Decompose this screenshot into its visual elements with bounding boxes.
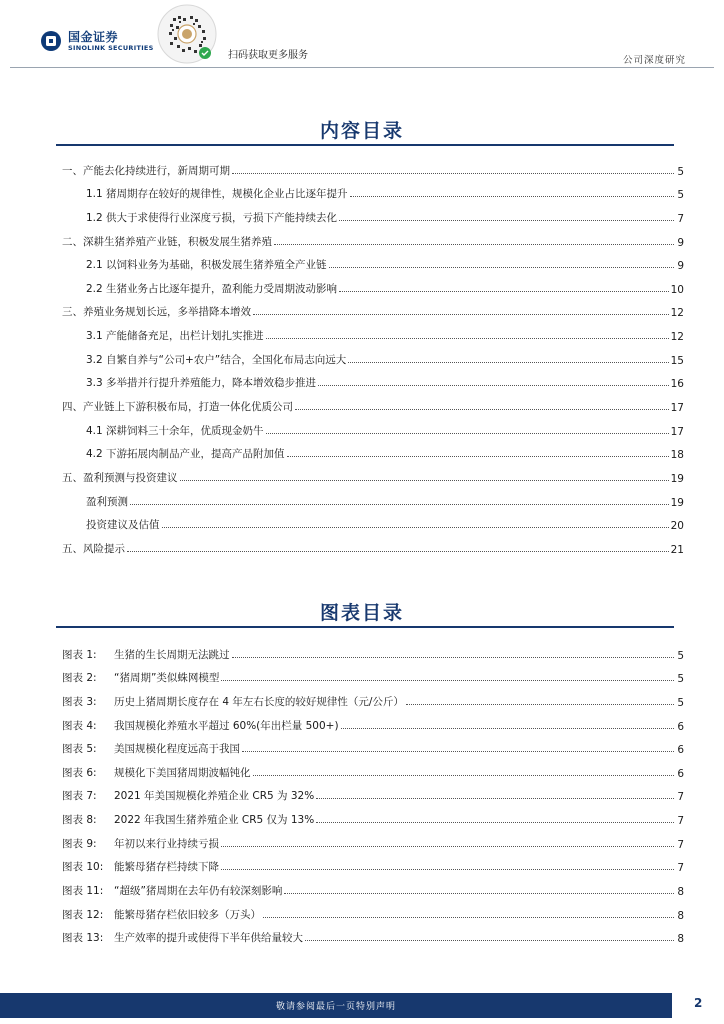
dot-leader: [253, 763, 675, 776]
figure-entry[interactable]: [62, 780, 684, 804]
toc-entry-page: 19: [670, 496, 684, 509]
figure-entry-title: 美国规模化程度远高于我国: [114, 743, 240, 756]
dot-leader: [253, 302, 669, 315]
figure-entry-label: 图表 1:: [62, 648, 97, 661]
disclaimer-note: 敬请参阅最后一页特别声明: [275, 1002, 396, 1012]
scan-prompt-text: 扫码获取更多服务: [228, 50, 308, 61]
toc-entry-text: 3.1 产能储备充足，出栏计划扎实推进: [86, 330, 264, 343]
dot-leader: [221, 834, 674, 847]
figure-entry-title: 2021 年美国规模化养殖企业 CR5 为 32%: [114, 790, 315, 803]
dot-leader: [263, 905, 674, 918]
figure-entry[interactable]: [62, 827, 684, 851]
toc-entry-page: 17: [670, 402, 684, 415]
dot-leader: [295, 397, 669, 410]
figure-entry-text: [62, 718, 339, 733]
toc-entry-page: 7: [677, 838, 684, 851]
dot-leader: [316, 786, 674, 799]
toc-entry-page: 12: [670, 307, 684, 320]
figure-entry-title: “超级”猪周期在去年仍有较深刻影响: [114, 885, 283, 898]
figure-entry-title: 生产效率的提升或使得下半年供给量较大: [114, 932, 303, 945]
brand-name-cn: 国金证券: [68, 30, 119, 44]
toc-entry-page: 7: [677, 212, 684, 225]
figure-entry-label: 图表 8:: [62, 814, 97, 827]
figure-entry-text: [62, 647, 230, 662]
figure-entry-title: 规模化下美国猪周期波幅钝化: [114, 766, 251, 779]
figure-entry-title: 能繁母猪存栏持续下降: [114, 861, 219, 874]
figure-entry[interactable]: [62, 874, 684, 898]
toc-subsection-entry[interactable]: [62, 272, 684, 296]
toc-entry-text: 盈利预测: [86, 495, 128, 508]
dot-leader: [232, 645, 675, 658]
dot-leader: [329, 255, 674, 268]
toc-entry-page: 21: [670, 543, 684, 556]
toc-entry-text: 投资建议及估值: [86, 519, 160, 532]
figure-entry-text: [62, 883, 282, 898]
toc-entry-page: 12: [670, 331, 684, 344]
figure-entry-text: [62, 812, 314, 827]
figure-entry-title: 历史上猪周期长度存在 4 年左右长度的较好规律性（元/公斤）: [114, 695, 404, 708]
page-footer: [0, 993, 724, 1024]
figure-entry-text: [62, 836, 219, 851]
page-number: 2: [694, 996, 703, 1010]
figure-entry-label: 图表 12:: [62, 908, 104, 921]
toc-subsection-entry[interactable]: [62, 485, 684, 509]
dot-leader: [406, 692, 674, 705]
toc-entry-page: 10: [670, 283, 684, 296]
figure-entry-label: 图表 6:: [62, 766, 97, 779]
document-type-label: 公司深度研究: [622, 55, 686, 66]
figure-entry[interactable]: [62, 898, 684, 922]
figures-title: 图表目录: [319, 602, 404, 624]
toc-entry-text: 1.1 猪周期存在较好的规律性，规模化企业占比逐年提升: [86, 188, 348, 201]
figure-entry-label: 图表 9:: [62, 837, 97, 850]
dot-leader: [266, 326, 669, 339]
toc-subsection-entry[interactable]: [62, 319, 684, 343]
figure-entry-text: [62, 859, 219, 874]
toc-entry-text: 一、产能去化持续进行，新周期可期: [62, 164, 230, 177]
toc-subsection-entry[interactable]: [62, 201, 684, 225]
dot-leader: [305, 928, 674, 941]
brand-name-en: SINOLINK SECURITIES: [68, 44, 154, 52]
figure-entry-text: [62, 788, 314, 803]
figure-entry-text: [62, 930, 303, 945]
toc-entry-page: 5: [677, 673, 684, 686]
figure-entry-text: [62, 741, 240, 756]
toc-entry-text: 2.1 以饲料业务为基础，积极发展生猪养殖全产业链: [86, 259, 327, 272]
toc-entry-page: 20: [670, 520, 684, 533]
toc-entry-text: 4.1 深耕饲料三十余年，优质现金奶牛: [86, 424, 264, 437]
figure-entry-label: 图表 7:: [62, 790, 97, 803]
dot-leader: [274, 232, 674, 245]
toc-entry-text: 四、产业链上下游积极布局，打造一体化优质公司: [62, 401, 293, 414]
figure-entry-text: [62, 765, 251, 780]
figure-entry[interactable]: [62, 638, 684, 662]
figure-entry-label: 图表 4:: [62, 719, 97, 732]
figure-entry-text: [62, 670, 219, 685]
page-header: [0, 0, 724, 68]
dot-leader: [348, 350, 668, 363]
qr-code-icon[interactable]: [157, 4, 217, 64]
toc-entry-text: 1.2 供大于求使得行业深度亏损，亏损下产能持续去化: [86, 211, 338, 224]
figure-entry-title: “猪周期”类似蛛网模型: [114, 672, 220, 685]
dot-leader: [287, 444, 669, 457]
toc-subsection-entry[interactable]: [62, 438, 684, 462]
toc-entry-page: 6: [677, 720, 684, 733]
toc-entry-page: 8: [677, 886, 684, 899]
toc-subsection-entry[interactable]: [62, 509, 684, 533]
toc-section-entry[interactable]: [62, 532, 684, 556]
toc-entry-page: 16: [670, 378, 684, 391]
dot-leader: [339, 208, 674, 221]
toc-entry-page: 5: [677, 696, 684, 709]
toc-entry-page: 7: [677, 791, 684, 804]
figure-entry[interactable]: [62, 922, 684, 946]
toc-entry-page: 9: [677, 260, 684, 273]
figures-title-underline: [56, 626, 674, 628]
figure-entry-label: 图表 10:: [62, 861, 104, 874]
toc-entry-text: 2.2 生猪业务占比逐年提升，盈利能力受周期波动影响: [86, 282, 338, 295]
figure-entry-label: 图表 11:: [62, 885, 104, 898]
brand-logo: [40, 30, 154, 52]
contents-title-underline: [56, 144, 674, 146]
figure-entry-text: [62, 907, 261, 922]
toc-entry-page: 6: [677, 767, 684, 780]
toc-entry-text: 3.3 多举措并行提升养殖能力，降本增效稳步推进: [86, 377, 317, 390]
figure-entry[interactable]: [62, 662, 684, 686]
toc-entry-page: 5: [677, 189, 684, 202]
contents-list: [62, 154, 684, 556]
figure-entry-title: 2022 年我国生猪养殖企业 CR5 仅为 13%: [114, 814, 315, 827]
toc-entry-page: 18: [670, 449, 684, 462]
toc-entry-page: 19: [670, 472, 684, 485]
dot-leader: [266, 421, 669, 434]
figure-entry[interactable]: [62, 851, 684, 875]
dot-leader: [350, 184, 674, 197]
dot-leader: [339, 279, 669, 292]
toc-entry-page: 7: [677, 815, 684, 828]
toc-entry-page: 8: [677, 909, 684, 922]
figures-list: [62, 638, 684, 945]
figure-entry-text: [62, 694, 404, 709]
figure-entry[interactable]: [62, 733, 684, 757]
dot-leader: [316, 810, 674, 823]
dot-leader: [232, 161, 674, 174]
brand-logo-mark-icon: [40, 30, 62, 52]
toc-entry-page: 5: [677, 165, 684, 178]
toc-entry-page: 17: [670, 425, 684, 438]
toc-subsection-entry[interactable]: [62, 249, 684, 273]
toc-subsection-entry[interactable]: [62, 367, 684, 391]
figure-entry-title: 生猪的生长周期无法跳过: [114, 648, 230, 661]
toc-section-entry[interactable]: [62, 225, 684, 249]
toc-entry-page: 7: [677, 862, 684, 875]
figure-entry[interactable]: [62, 756, 684, 780]
figure-entry[interactable]: [62, 709, 684, 733]
toc-section-entry[interactable]: [62, 461, 684, 485]
toc-entry-page: 15: [670, 354, 684, 367]
toc-section-entry[interactable]: [62, 296, 684, 320]
figure-entry-title: 我国规模化养殖水平超过 60%(年出栏量 500+): [114, 719, 339, 732]
toc-entry-text: 三、养殖业务规划长远，多举措降本增效: [62, 306, 251, 319]
toc-subsection-entry[interactable]: [62, 178, 684, 202]
figure-entry-label: 图表 2:: [62, 672, 97, 685]
toc-section-entry[interactable]: [62, 154, 684, 178]
footer-bar: [0, 993, 672, 1018]
dot-leader: [127, 539, 669, 552]
dot-leader: [130, 492, 669, 505]
dot-leader: [221, 857, 674, 870]
dot-leader: [284, 881, 674, 894]
toc-entry-text: 3.2 自繁自养与“公司+农户”结合，全国化布局志向远大: [86, 353, 347, 366]
dot-leader: [180, 468, 669, 481]
figure-entry-label: 图表 5:: [62, 743, 97, 756]
toc-subsection-entry[interactable]: [62, 343, 684, 367]
dot-leader: [221, 668, 674, 681]
figure-entry[interactable]: [62, 803, 684, 827]
toc-entry-page: 8: [677, 933, 684, 946]
toc-subsection-entry[interactable]: [62, 414, 684, 438]
toc-section-entry[interactable]: [62, 390, 684, 414]
dot-leader: [318, 373, 669, 386]
dot-leader: [341, 716, 674, 729]
figure-entry-title: 年初以来行业持续亏损: [114, 837, 219, 850]
toc-entry-text: 二、深耕生猪养殖产业链，积极发展生猪养殖: [62, 235, 272, 248]
figure-entry[interactable]: [62, 685, 684, 709]
dot-leader: [242, 739, 674, 752]
toc-entry-page: 5: [677, 649, 684, 662]
figure-entry-label: 图表 13:: [62, 932, 104, 945]
toc-entry-page: 6: [677, 744, 684, 757]
toc-entry-text: 五、盈利预测与投资建议: [62, 471, 178, 484]
dot-leader: [162, 515, 669, 528]
toc-entry-text: 4.2 下游拓展肉制品产业，提高产品附加值: [86, 448, 285, 461]
header-divider: [10, 67, 714, 68]
figure-entry-label: 图表 3:: [62, 695, 97, 708]
toc-entry-text: 五、风险提示: [62, 542, 125, 555]
toc-entry-page: 9: [677, 236, 684, 249]
contents-title: 内容目录: [319, 120, 404, 142]
figure-entry-title: 能繁母猪存栏依旧较多（万头）: [114, 908, 261, 921]
